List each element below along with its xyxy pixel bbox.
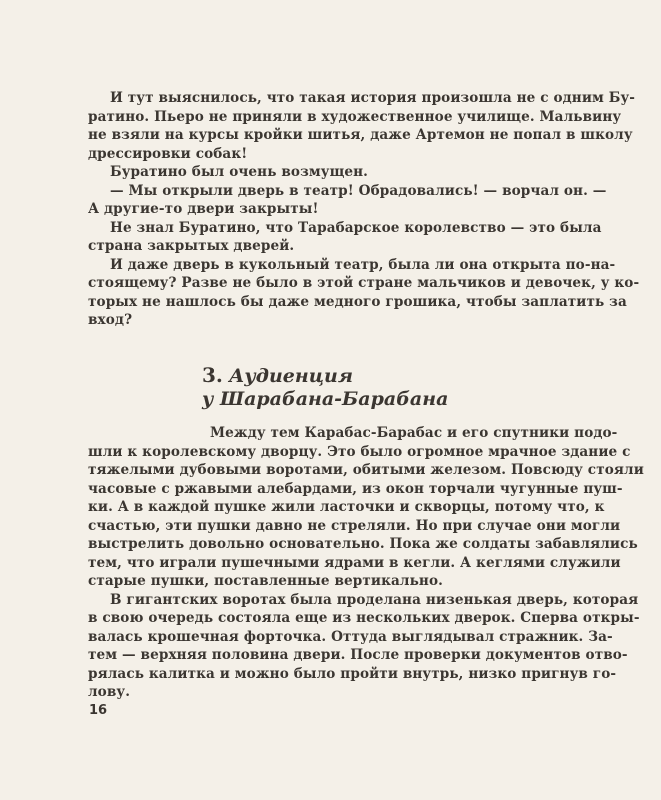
text-line: выстрелить довольно основательно. Пока же солдаты забавлялись [88,536,638,552]
chapter-title-line-1: Аудиенция [228,365,353,387]
text-line: шли к королевскому дворцу. Это было огромное мрачное здание с [88,443,631,460]
text-line: дрессировки собак! [88,145,248,162]
text-line: А другие-то двери закрыты! [88,201,319,217]
text-line: И даже дверь в кукольный театр, была ли она открыта по-на- [110,256,616,273]
text-line: валась крошечная форточка. Оттуда выглядывал стражник. За- [88,628,613,645]
chapter-number: 3. [202,363,223,387]
paragraph [88,182,607,219]
text-line: — Мы открыли дверь в театр! Обрадовались! — ворчал он. — [110,182,607,199]
text-line: не взяли на курсы кройки шитья, даже Артемон не попал в школу [88,127,633,143]
text-line: Между тем Карабас-Барабас и его спутники подо- [210,425,618,441]
text-section-1 [88,89,640,330]
text-line: ратино. Пьеро не приняли в художественное училище. Мальвину [88,108,622,125]
text-line: счастью, эти пушки давно не стреляли. Но при случае они могли [88,517,621,534]
text-line: в свою очередь состояла еще из нескольких дверок. Сперва откры- [88,610,640,626]
text-line: В гигантских воротах была проделана низенькая дверь, которая [110,591,639,608]
text-line: И тут выяснилось, что такая история произошла не с одним Бу- [110,90,635,106]
text-line: часовые с ржавыми алебардами, из окон торчали чугунные пуш- [88,480,623,497]
paragraph [88,89,635,163]
text-line: Не знал Буратино, что Тарабарское королевство — это была [110,219,602,236]
paragraph [88,591,640,702]
text-line: тем, что играли пушечными ядрами в кегли. А кеглями служили [88,554,621,571]
text-line: старые пушки, поставленные вертикально. [88,573,443,589]
page-number: 16 [89,703,108,718]
paragraph [88,219,602,256]
text-line: Буратино был очень возмущен. [110,164,369,180]
text-line: ки. А в каждой пушке жили ласточки и скворцы, потому что, к [88,499,605,515]
paragraph [88,256,640,330]
text-line: тем — верхняя половина двери. После проверки документов отво- [88,647,628,663]
text-line: лову. [88,684,131,700]
text-line: рялась калитка и можно было пройти внутрь, низко пригнув го- [88,665,617,682]
text-section-2 [88,424,644,702]
chapter-heading [202,364,448,411]
text-line: торых не нашлось бы даже медного грошика, чтобы заплатить за [88,293,627,310]
text-line: стоящему? Разве не было в этой стране мальчиков и девочек, у ко- [88,275,640,291]
text-line: тяжелыми дубовыми воротами, обитыми железом. Повсюду стояли [88,462,644,478]
paragraph [88,424,644,591]
paragraph [88,163,570,182]
text-line: страна закрытых дверей. [88,238,295,254]
chapter-title-line-2: у Шарабана-Барабана [202,388,449,410]
text-line: вход? [88,312,133,328]
